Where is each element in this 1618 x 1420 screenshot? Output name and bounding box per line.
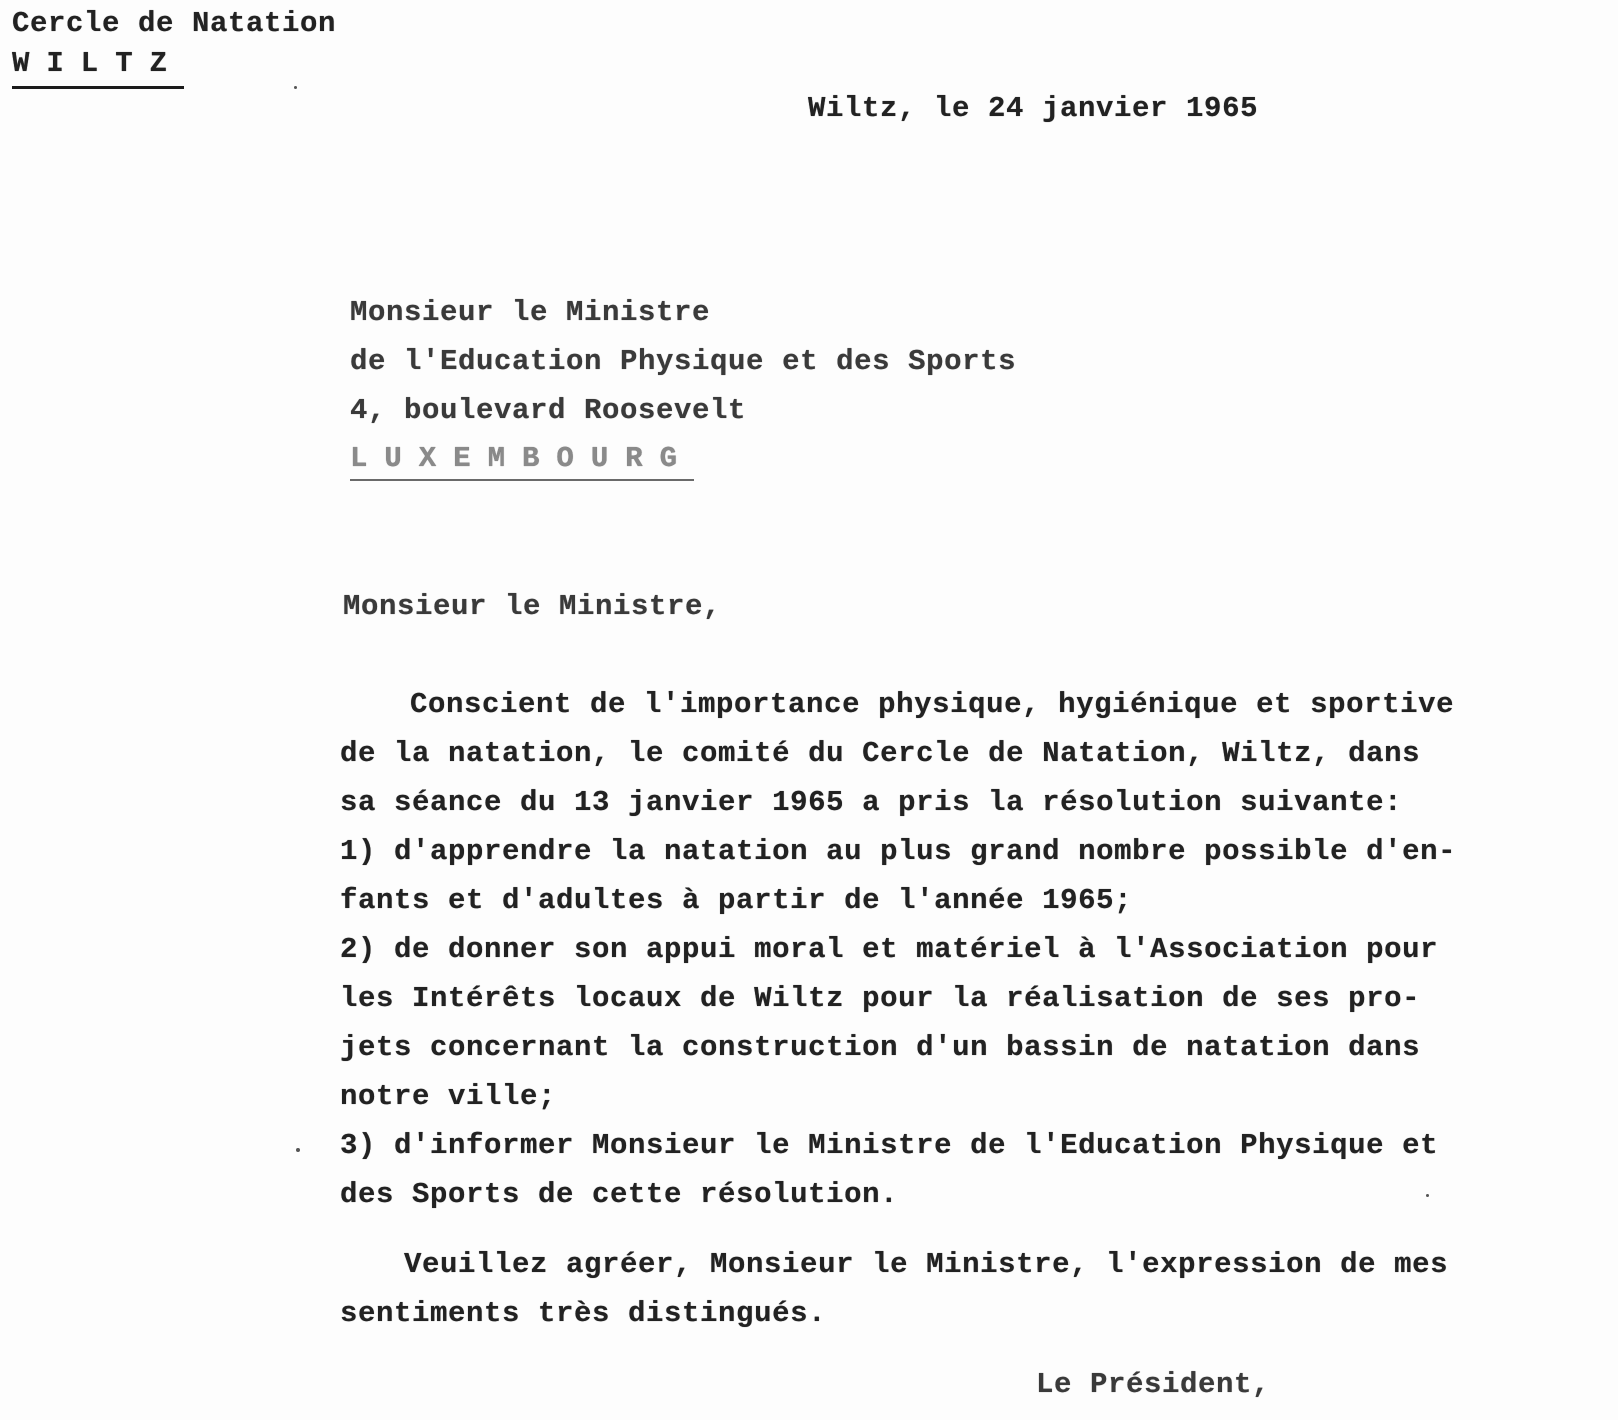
- salutation: Monsieur le Ministre,: [343, 590, 722, 623]
- body-line: 3) d'informer Monsieur le Ministre de l'Education Physique et: [340, 1129, 1439, 1162]
- body-line: notre ville;: [340, 1080, 557, 1113]
- paper-speck: [1426, 1194, 1429, 1197]
- dateline: Wiltz, le 24 janvier 1965: [808, 92, 1259, 125]
- body-line: des Sports de cette résolution.: [340, 1178, 899, 1211]
- body-line: jets concernant la construction d'un bassin de natation dans: [340, 1031, 1421, 1064]
- body-line: les Intérêts locaux de Wiltz pour la réalisation de ses pro-: [340, 982, 1421, 1015]
- sender-name: Cercle de Natation: [12, 7, 337, 40]
- body-line: fants et d'adultes à partir de l'année 1965;: [340, 884, 1133, 917]
- body-line: sa séance du 13 janvier 1965 a pris la résolution suivante:: [340, 786, 1403, 819]
- body-line: 1) d'apprendre la natation au plus grand nombre possible d'en-: [340, 835, 1457, 868]
- recipient-address: [350, 288, 1016, 481]
- closing-line: sentiments très distingués.: [340, 1297, 827, 1330]
- letter-body: [340, 680, 1590, 1219]
- closing-paragraph: [340, 1240, 1448, 1338]
- signature-label: Le Président,: [1036, 1368, 1271, 1401]
- closing-line: Veuillez agréer, Monsieur le Ministre, l'expression de mes: [404, 1248, 1449, 1281]
- body-line: de la natation, le comité du Cercle de Natation, Wiltz, dans: [340, 737, 1421, 770]
- recipient-line-2: de l'Education Physique et des Sports: [350, 345, 1017, 378]
- recipient-line-3: 4, boulevard Roosevelt: [350, 394, 747, 427]
- body-line: 2) de donner son appui moral et matériel à l'Association pour: [340, 933, 1439, 966]
- paper-speck: [296, 1148, 300, 1152]
- body-line: Conscient de l'importance physique, hygiénique et sportive: [410, 688, 1455, 721]
- sender-city: WILTZ: [12, 44, 184, 89]
- sender-block: [12, 4, 336, 89]
- recipient-line-1: Monsieur le Ministre: [350, 296, 711, 329]
- paper-speck: [294, 86, 297, 89]
- recipient-city: LUXEMBOURG: [350, 439, 694, 481]
